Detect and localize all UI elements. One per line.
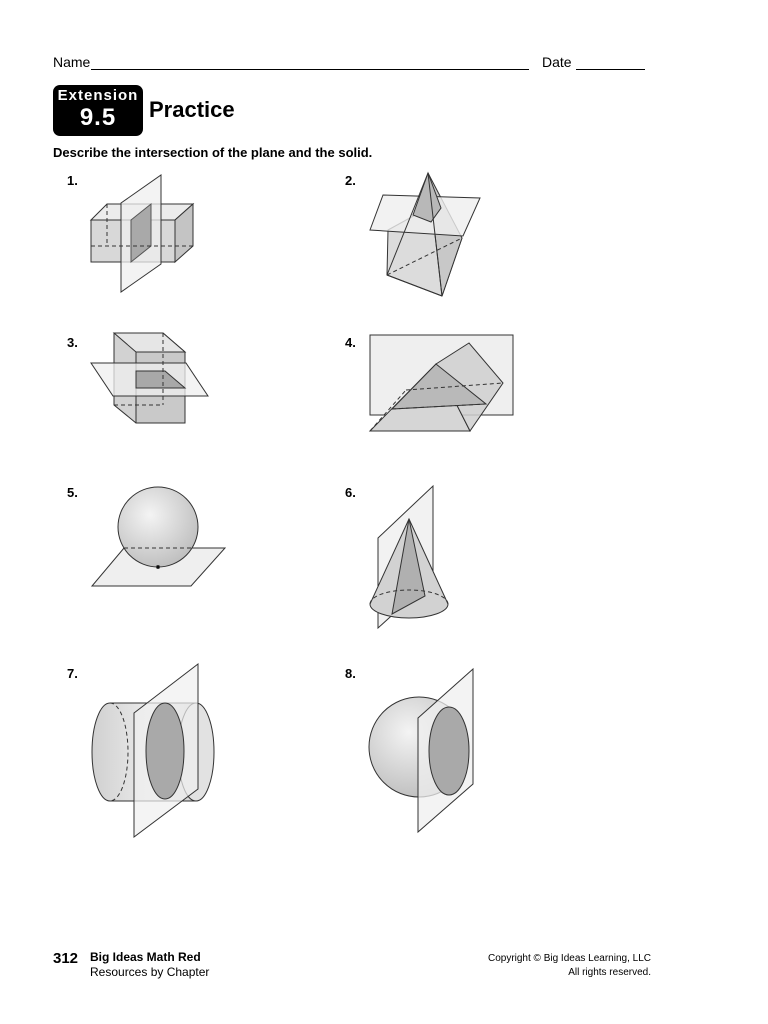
- page-title: Practice: [149, 97, 235, 122]
- copyright: Copyright © Big Ideas Learning, LLC: [487, 953, 651, 964]
- problem-number: 1.: [67, 173, 78, 188]
- figure-3-cube: [91, 333, 208, 423]
- figure-2-pyramid: [370, 173, 480, 296]
- name-label: Name: [53, 54, 91, 70]
- problem-number: 6.: [345, 485, 356, 500]
- figure-1-prism: [91, 175, 193, 292]
- problem-number: 4.: [345, 335, 356, 350]
- book-title: Big Ideas Math Red: [90, 950, 201, 964]
- figure-5-sphere: [92, 487, 225, 586]
- figure-4-triangular-prism: [370, 335, 513, 431]
- rights-reserved: All rights reserved.: [568, 967, 651, 978]
- problem-number: 7.: [67, 666, 78, 681]
- figure-6-cone: [370, 486, 448, 628]
- book-subtitle: Resources by Chapter: [90, 965, 210, 979]
- problem-number: 5.: [67, 485, 78, 500]
- figure-8-sphere: [369, 669, 473, 832]
- problem-number: 2.: [345, 173, 356, 188]
- page-number: 312: [53, 950, 79, 967]
- badge-label: Extension: [57, 87, 139, 104]
- problem-number: 8.: [345, 666, 356, 681]
- instructions: Describe the intersection of the plane and the solid.: [53, 145, 373, 160]
- badge-number: 9.5: [79, 104, 117, 131]
- problem-number: 3.: [67, 335, 78, 350]
- figure-7-cylinder: [92, 664, 214, 837]
- date-label: Date: [542, 54, 572, 70]
